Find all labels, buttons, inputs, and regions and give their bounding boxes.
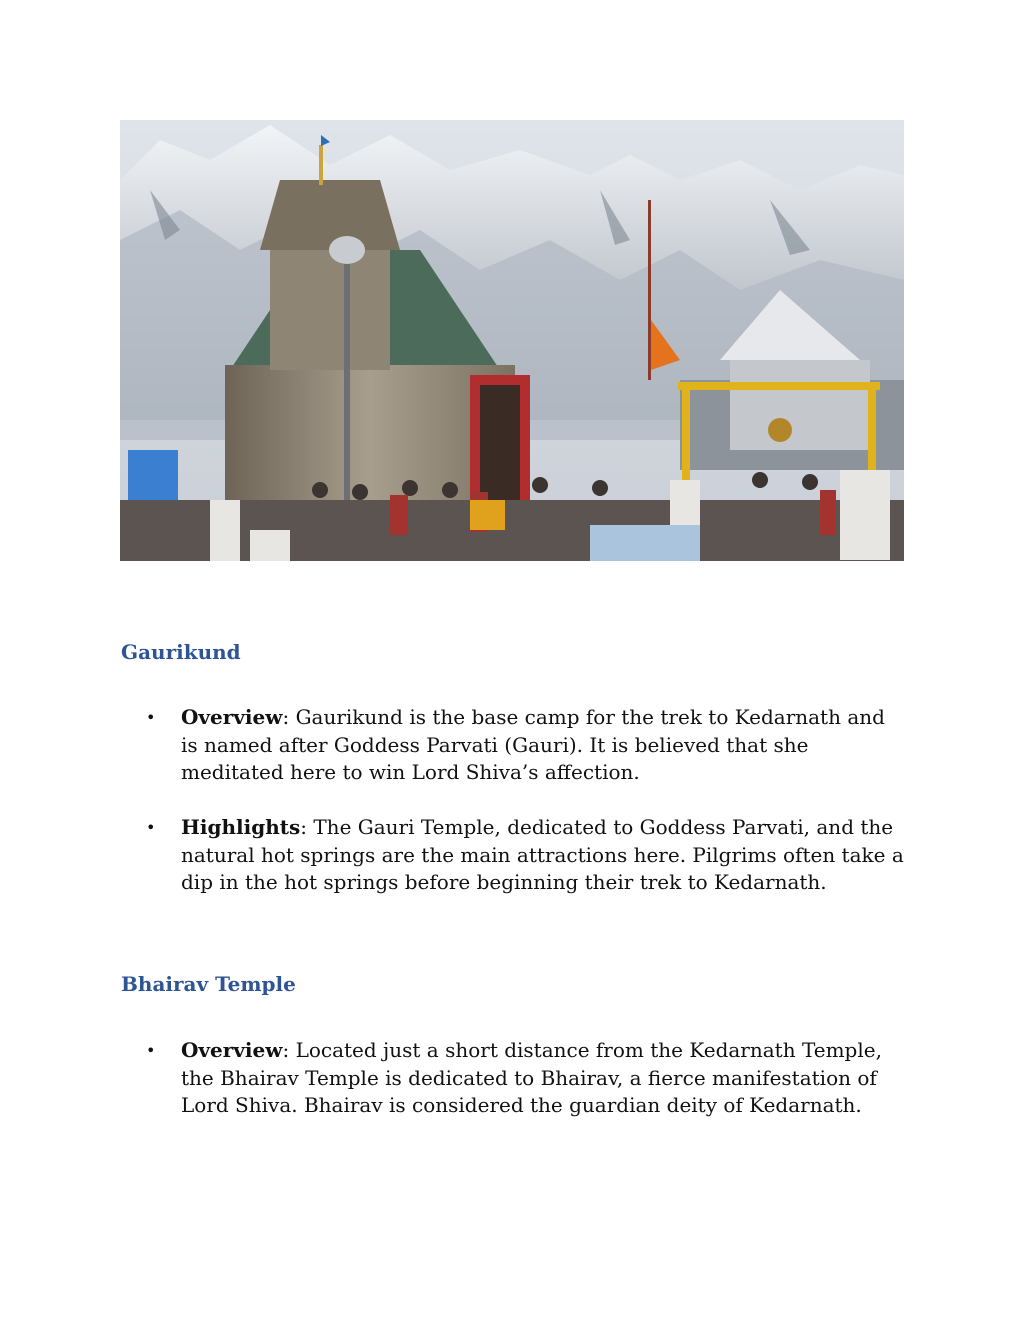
gaurikund-list [146,704,906,787]
bhairav-list [146,1037,906,1120]
temple-photo [120,120,904,561]
gaurikund-list-2 [146,814,906,897]
section-heading-gaurikund: Gaurikund [121,640,241,664]
temple-photo-icon [120,120,904,561]
item-label: Overview [181,705,283,729]
item-text: : The Gauri Temple, dedicated to Goddess Parvati, and the natural hot springs are the main attractions here. Pilgrims often take a dip in the hot springs before beginning their trek to Kedarnath. [181,815,904,894]
item-label: Overview [181,1038,283,1062]
bullet-icon: • [146,708,156,727]
list-item [146,814,906,897]
list-item [146,1037,906,1120]
item-text: : Located just a short distance from the Kedarnath Temple, the Bhairav Temple is dedicated to Bhairav, a fierce manifestation of Lord Shiva. Bhairav is considered the guardian deity of Kedarnath. [181,1038,882,1117]
list-item [146,704,906,787]
bullet-icon: • [146,1041,156,1060]
item-label: Highlights [181,815,301,839]
section-heading-bhairav-temple: Bhairav Temple [121,972,296,996]
bullet-icon: • [146,818,156,837]
item-text: : Gaurikund is the base camp for the trek to Kedarnath and is named after Goddess Parvati (Gauri). It is believed that she meditated here to win Lord Shiva’s affection. [181,705,885,784]
